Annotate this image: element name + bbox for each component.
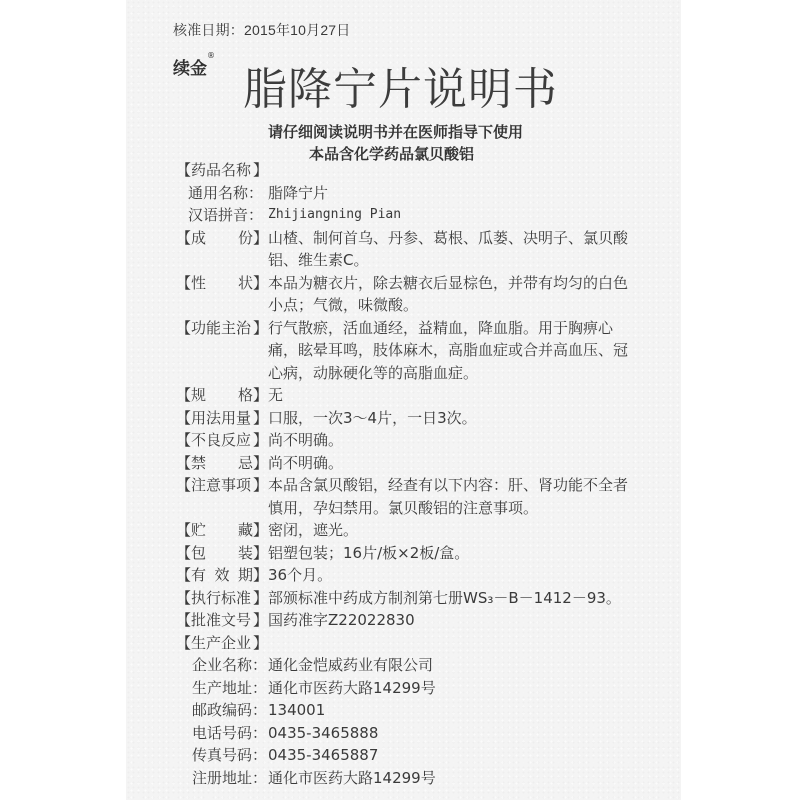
section-label: 【 成 份 】 [176,228,268,247]
section-content: 本品含氯贝酸铝，经查有以下内容：肝、肾功能不全者慎用，孕妇禁用。氯贝酸铝的注意事项。 [268,476,629,517]
leaflet-section [176,452,676,475]
section-content: 部颁标准中药成方制剂第七册WS₃－B－1412－93。 [268,588,621,607]
pinyin-value: Zhijiangning Pian [268,207,402,222]
section-label: 【 批准文号 】 [176,611,268,629]
registered-address-row: 注册地址： 通化市医药大路14299号 [192,768,436,787]
section-content: 国药准字Z22022830 [268,611,415,629]
pinyin-label: 汉语拼音： [188,206,264,224]
generic-name-label: 通用名称： [188,183,264,202]
usage-notice: 请仔细阅读说明书并在医师指导下使用 [267,123,523,141]
leaflet-section [176,272,676,317]
section-content: 密闭，遮光。 [268,521,359,539]
leaflet-section [176,474,676,519]
section-label: 【 药品名称 】 [176,161,268,179]
leaflet-section [176,564,676,587]
section-content: 行气散瘀，活血通经，益精血，降血脂。用于胸痹心痛，眩晕耳鸣，肢体麻木，高脂血症或合并高血压、冠心病，动脉硬化等的高脂血症。 [268,318,629,382]
leaflet-section [176,542,676,565]
section-drug-name [176,159,676,182]
section-label: 【 注意事项 】 [176,476,268,494]
instruction-leaflet [126,0,681,800]
section-label: 【 性 状 】 [176,273,268,292]
brand-text: 续金 [173,59,207,79]
section-content: 无 [268,386,284,404]
phone-row: 电话号码： 0435-3465888 [192,723,379,742]
section-label: 【 不良反应 】 [176,431,268,449]
leaflet-sections [176,159,676,789]
section-content: 尚不明确。 [268,453,344,472]
manufacturer-fields [176,654,676,789]
leaflet-section [176,519,676,542]
postal-code-row: 邮政编码： 134001 [192,701,326,719]
section-label: 【 执行标准 】 [176,588,268,607]
section-content: 尚不明确。 [268,431,344,449]
section-label: 【 禁 忌 】 [176,453,268,472]
registered-trademark-icon: ® [207,51,215,60]
leaflet-section [176,407,676,430]
section-manufacturer [176,632,676,655]
section-label: 【 生产企业 】 [176,633,268,652]
chemical-ingredient-notice: 本品含化学药品氯贝酸铝 [308,145,474,163]
section-label: 【 用法用量 】 [176,408,268,427]
generic-name-row [176,182,676,205]
brand-name [173,51,215,79]
section-content: 36个月。 [268,566,333,584]
fax-row: 传真号码： 0435-3465887 [192,746,379,764]
section-label: 【 有 效 期 】 [176,566,268,584]
document-title: 脂降宁片说明书 [243,64,558,115]
leaflet-section [176,429,676,452]
leaflet-section [176,609,676,632]
section-list [176,227,676,632]
generic-name-value: 脂降宁片 [268,183,329,202]
leaflet-section [176,384,676,407]
leaflet-section [176,317,676,385]
pinyin-row [176,204,676,227]
leaflet-section [176,587,676,610]
approval-date: 核准日期：2015年10月27日 [173,22,351,38]
section-label: 【 包 装 】 [176,543,268,562]
section-content: 山楂、制何首乌、丹参、葛根、瓜蒌、决明子、氯贝酸铝、维生素C。 [268,228,629,269]
section-label: 【 贮 藏 】 [176,521,268,539]
section-label: 【 功能主治 】 [176,318,268,337]
section-content: 铝塑包装；16片/板×2板/盒。 [268,543,470,562]
section-content: 本品为糖衣片，除去糖衣后显棕色，并带有均匀的白色小点；气微，味微酸。 [268,273,629,314]
section-label: 【 规 格 】 [176,386,268,404]
section-content: 口服，一次3～4片，一日3次。 [268,408,477,427]
company-name-row: 企业名称： 通化金恺威药业有限公司 [192,656,434,674]
production-address-row: 生产地址： 通化市医药大路14299号 [192,678,436,697]
leaflet-section [176,227,676,272]
